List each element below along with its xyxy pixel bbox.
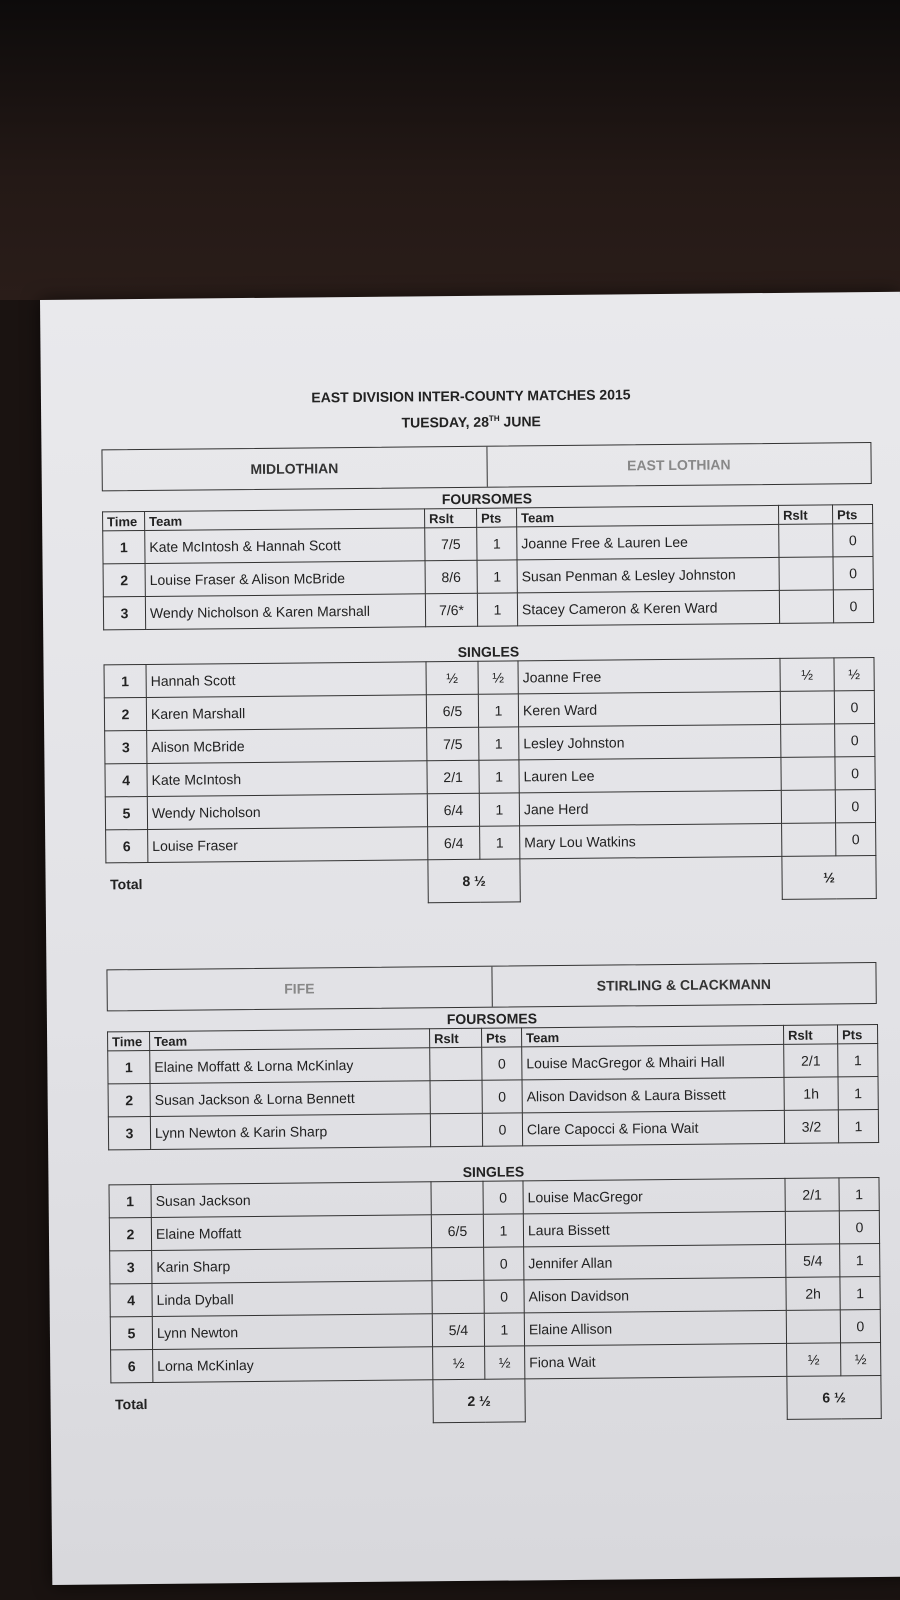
away-points: 1 xyxy=(840,1243,880,1276)
home-points: 1 xyxy=(483,1214,523,1247)
match-number: 3 xyxy=(103,597,145,630)
away-result: 3/2 xyxy=(784,1110,838,1144)
home-points: 1 xyxy=(479,760,519,793)
match-number: 3 xyxy=(105,730,147,763)
away-player: Laura Bissett xyxy=(523,1211,785,1247)
home-points: 1 xyxy=(477,527,517,560)
home-team-header: Team xyxy=(150,1029,430,1051)
match-number: 4 xyxy=(110,1283,152,1316)
singles-heading: SINGLES xyxy=(462,1163,525,1180)
away-team-header: Team xyxy=(517,505,779,527)
away-result xyxy=(786,1310,840,1344)
foursomes-heading: FOURSOMES xyxy=(441,490,533,508)
match-number: 5 xyxy=(105,796,147,829)
home-points: 1 xyxy=(484,1313,524,1346)
away-player: Louise MacGregor & Mhairi Hall xyxy=(522,1044,784,1080)
away-player: Jennifer Allan xyxy=(524,1244,786,1280)
match-number: 2 xyxy=(109,1217,151,1250)
home-points-header: Pts xyxy=(477,508,517,527)
home-team-header: Team xyxy=(145,509,425,531)
away-result xyxy=(779,524,833,558)
home-result xyxy=(430,1047,482,1080)
home-result: ½ xyxy=(426,661,478,694)
away-points-header: Pts xyxy=(833,505,873,524)
results-sheet xyxy=(40,292,900,1585)
total-label: Total xyxy=(110,876,143,893)
home-player: Hannah Scott xyxy=(146,662,426,698)
away-result xyxy=(785,1211,839,1245)
away-player: Lauren Lee xyxy=(519,757,781,793)
away-result xyxy=(781,757,835,791)
time-header: Time xyxy=(108,1031,150,1050)
home-points: 1 xyxy=(479,727,519,760)
home-points: 1 xyxy=(477,593,517,626)
away-points: ½ xyxy=(841,1342,881,1375)
home-points: 1 xyxy=(478,694,518,727)
match-number: 1 xyxy=(103,531,145,564)
away-points: 0 xyxy=(839,1210,879,1243)
sheet-title: EAST DIVISION INTER-COUNTY MATCHES 2015 xyxy=(311,386,631,406)
away-player: Alison Davidson & Laura Bissett xyxy=(522,1077,784,1113)
home-result-header: Rslt xyxy=(430,1028,482,1047)
home-county-name: FIFE xyxy=(284,980,315,997)
singles-table xyxy=(104,657,877,906)
home-player: Lorna McKinlay xyxy=(153,1347,433,1383)
home-player: Kate McIntosh & Hannah Scott xyxy=(145,528,425,564)
home-player: Lynn Newton & Karin Sharp xyxy=(150,1114,430,1150)
home-player: Louise Fraser xyxy=(148,827,428,863)
home-total: 2 ½ xyxy=(433,1379,525,1423)
home-result: ½ xyxy=(433,1346,485,1379)
away-player: Clare Capocci & Fiona Wait xyxy=(522,1110,784,1146)
foursomes-table xyxy=(107,1024,879,1150)
total-row xyxy=(111,1375,881,1425)
away-player: Louise MacGregor xyxy=(523,1178,785,1214)
home-points: 0 xyxy=(483,1181,523,1214)
home-result: 7/5 xyxy=(425,527,477,560)
away-points: 0 xyxy=(833,557,873,590)
away-result: 2/1 xyxy=(784,1044,838,1078)
away-points: 0 xyxy=(835,757,875,790)
team-header xyxy=(101,442,871,491)
home-points: 1 xyxy=(480,826,520,859)
total-row xyxy=(106,856,876,906)
home-player: Susan Jackson & Lorna Bennett xyxy=(150,1081,430,1117)
away-points: 0 xyxy=(835,724,875,757)
away-player: Jane Herd xyxy=(519,790,781,826)
home-points: 0 xyxy=(484,1247,524,1280)
match-number: 1 xyxy=(109,1184,151,1217)
home-result xyxy=(432,1247,484,1280)
singles-heading: SINGLES xyxy=(457,643,520,661)
away-points: 0 xyxy=(836,823,876,856)
away-result xyxy=(779,557,833,591)
home-player: Elaine Moffatt & Lorna McKinlay xyxy=(150,1048,430,1084)
match-number: 6 xyxy=(111,1349,153,1382)
home-player: Louise Fraser & Alison McBride xyxy=(145,561,425,597)
away-points: 0 xyxy=(834,691,874,724)
away-player: Alison Davidson xyxy=(524,1277,786,1313)
away-result: ½ xyxy=(780,658,834,692)
home-result xyxy=(432,1280,484,1313)
away-player: Joanne Free xyxy=(518,658,780,694)
foursomes-table xyxy=(102,504,874,630)
home-result-header: Rslt xyxy=(425,508,477,527)
match-number: 2 xyxy=(104,697,146,730)
home-player: Susan Jackson xyxy=(151,1182,431,1218)
away-points: 0 xyxy=(833,524,873,557)
home-result: 8/6 xyxy=(425,560,477,593)
away-total: 6 ½ xyxy=(787,1375,881,1419)
away-points: 0 xyxy=(833,590,873,623)
home-player: Elaine Moffatt xyxy=(151,1215,431,1251)
match-number: 2 xyxy=(103,564,145,597)
match-number: 3 xyxy=(110,1250,152,1283)
match-number: 6 xyxy=(106,829,148,862)
away-result: 2/1 xyxy=(785,1178,839,1212)
home-result: 6/5 xyxy=(426,694,478,727)
away-result: 5/4 xyxy=(786,1244,840,1278)
away-player: Joanne Free & Lauren Lee xyxy=(517,524,779,560)
away-result: ½ xyxy=(787,1343,841,1377)
away-county-name: EAST LOTHIAN xyxy=(486,443,871,487)
match-fife-stirling-clackmann xyxy=(106,962,880,1426)
away-result xyxy=(782,823,836,857)
home-points: 0 xyxy=(482,1047,522,1080)
away-points: 1 xyxy=(839,1177,879,1210)
time-header: Time xyxy=(103,512,145,531)
away-player: Susan Penman & Lesley Johnston xyxy=(517,557,779,593)
home-points: ½ xyxy=(485,1346,525,1379)
home-player: Lynn Newton xyxy=(152,1314,432,1350)
away-player: Stacey Cameron & Keren Ward xyxy=(517,590,779,626)
away-player: Fiona Wait xyxy=(525,1343,787,1379)
home-county-name: MIDLOTHIAN xyxy=(250,460,339,477)
away-points: 1 xyxy=(838,1076,878,1109)
home-points: 0 xyxy=(482,1113,522,1146)
home-points: 1 xyxy=(479,793,519,826)
away-points: ½ xyxy=(834,658,874,691)
home-result xyxy=(430,1080,482,1113)
home-points: 0 xyxy=(484,1280,524,1313)
total-spacer xyxy=(525,1376,787,1422)
match-number: 1 xyxy=(104,664,146,697)
match-number: 5 xyxy=(110,1316,152,1349)
away-points: 1 xyxy=(840,1276,880,1309)
away-result-header: Rslt xyxy=(783,1025,837,1045)
match-number: 2 xyxy=(108,1083,150,1116)
home-result: 5/4 xyxy=(432,1313,484,1346)
away-county-name: STIRLING & CLACKMANN xyxy=(491,963,876,1007)
away-player: Lesley Johnston xyxy=(519,724,781,760)
away-points: 0 xyxy=(840,1309,880,1342)
away-result xyxy=(779,590,833,624)
match-midlothian-east-lothian xyxy=(101,442,875,906)
home-result: 2/1 xyxy=(427,760,479,793)
home-points: 1 xyxy=(477,560,517,593)
away-result: 2h xyxy=(786,1277,840,1311)
away-result-header: Rslt xyxy=(779,505,833,525)
away-points: 1 xyxy=(838,1043,878,1076)
away-points: 0 xyxy=(835,790,875,823)
total-spacer xyxy=(520,856,782,902)
home-total: 8 ½ xyxy=(428,859,520,903)
match-number: 4 xyxy=(105,763,147,796)
home-result: 6/4 xyxy=(427,793,479,826)
away-result xyxy=(780,691,834,725)
foursomes-heading: FOURSOMES xyxy=(446,1010,538,1028)
home-result: 6/5 xyxy=(431,1214,483,1247)
total-label: Total xyxy=(115,1396,148,1413)
away-points: 1 xyxy=(838,1109,878,1142)
home-result xyxy=(431,1181,483,1214)
away-result xyxy=(781,790,835,824)
team-header xyxy=(106,962,876,1011)
singles-table xyxy=(108,1177,881,1426)
away-player: Keren Ward xyxy=(518,691,780,727)
home-player: Wendy Nicholson xyxy=(147,794,427,830)
home-player: Alison McBride xyxy=(147,728,427,764)
home-player: Kate McIntosh xyxy=(147,761,427,797)
away-player: Mary Lou Watkins xyxy=(520,823,782,859)
home-points-header: Pts xyxy=(482,1028,522,1047)
match-number: 1 xyxy=(108,1050,150,1083)
home-player: Wendy Nicholson & Karen Marshall xyxy=(145,594,425,630)
home-player: Karin Sharp xyxy=(152,1248,432,1284)
home-result xyxy=(430,1113,482,1146)
home-points: 0 xyxy=(482,1080,522,1113)
away-result: 1h xyxy=(784,1077,838,1111)
away-points-header: Pts xyxy=(837,1024,877,1043)
away-total: ½ xyxy=(782,856,876,900)
home-result: 7/6* xyxy=(425,593,477,626)
away-player: Elaine Allison xyxy=(524,1310,786,1346)
sheet-date: TUESDAY, 28TH JUNE xyxy=(401,413,541,431)
home-player: Karen Marshall xyxy=(146,695,426,731)
home-result: 7/5 xyxy=(427,727,479,760)
away-team-header: Team xyxy=(522,1025,784,1047)
home-player: Linda Dyball xyxy=(152,1281,432,1317)
home-points: ½ xyxy=(478,661,518,694)
away-result xyxy=(781,724,835,758)
home-result: 6/4 xyxy=(428,826,480,859)
match-number: 3 xyxy=(108,1116,150,1149)
background-shadow xyxy=(0,0,900,300)
